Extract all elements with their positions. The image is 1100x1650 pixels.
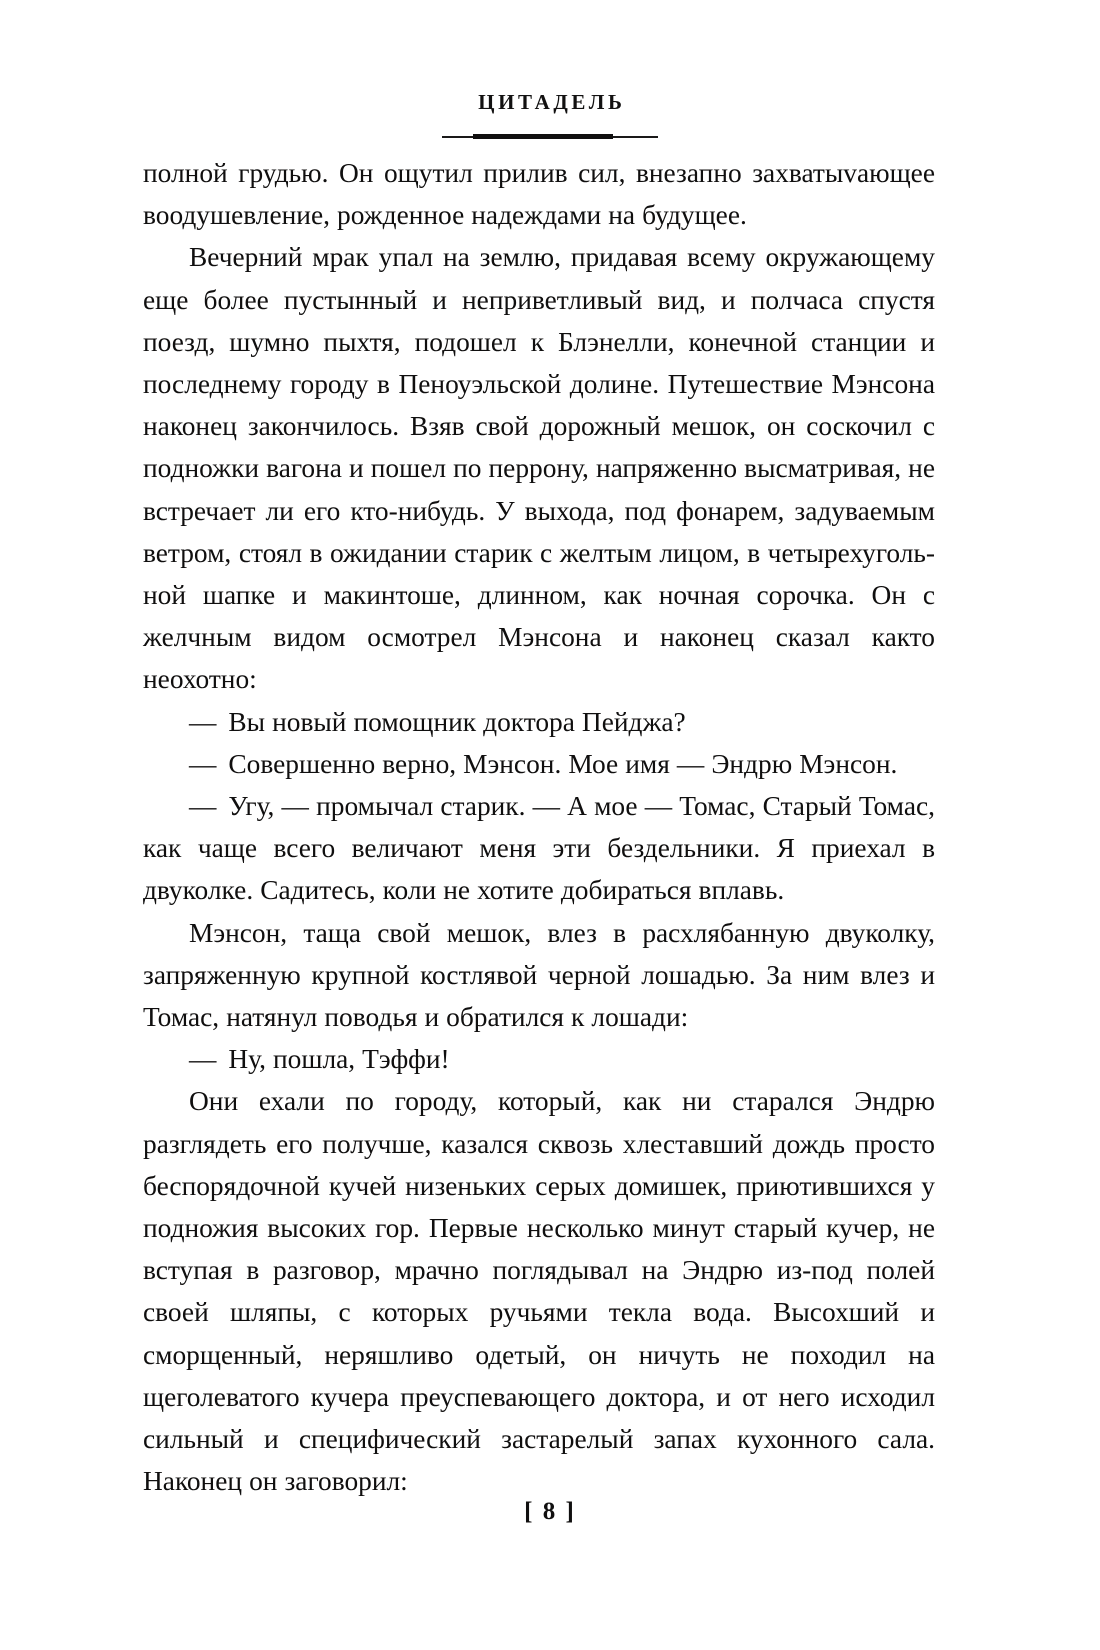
paragraph-narrative: Они ехали по городу, который, как ни старался Эндрю разглядеть его получше, казался сквозь хлеставший дождь просто беспорядочной кучей низеньких серых домишек, приютившихся у подножия высоких гор. Первые несколько минут старый кучер, не вступая в разговор, мрачно поглядывал на Эндрю из-под полей своей шляпы, с которых ручьями текла вода. Высохший и сморщенный, неряшливо одетый, он ничуть не походил на щеголеватого кучера преуспевающего доктора, и от него исходил сильный и специфический застарелый запах кухонного сала. Наконец он заговорил: [143,1086,935,1497]
header-ornament-rule [442,133,658,140]
page-number: [ 8 ] [524,1498,576,1525]
dialogue-dash: — [189,706,217,737]
dialogue-text: Угу, — промычал старик. — А мое — Томас, Старый Томас, как чаще всего величают меня эти бездельники. Я приехал в двуколке. Садитесь, коли не хотите добираться вплавь. [143,791,935,906]
paragraph-dialogue [143,701,935,743]
dialogue-dash: — [189,1044,217,1075]
running-head-title: ЦИТАДЕЛЬ [478,90,626,114]
dialogue-text: Совершенно верно, Мэнсон. Мое имя — Эндрю Мэнсон. [228,748,898,779]
dialogue-dash: — [189,748,217,779]
paragraph-dialogue [143,785,935,912]
paragraph-continuation: полной грудью. Он ощутил прилив сил, внезапно захватыvающее воодушевление, рожденное надеждами на будущее. [143,158,935,231]
running-head [0,92,1100,114]
dialogue-text: Вы новый помощник доктора Пейджа? [228,706,686,737]
paragraph-dialogue [143,1038,935,1080]
paragraph-narrative: Мэнсон, таща свой мешок, влез в расхлябанную двуколку, запряженную крупной костлявой черной лошадью. За ним влез и Томас, натянул поводья и обратился к лошади: [143,917,935,1033]
paragraph-dialogue [143,743,935,785]
header-rule-thick-segment [473,134,613,139]
body-text-block [143,152,935,1503]
page-folio [0,1498,1100,1526]
dialogue-dash: — [189,791,217,822]
dialogue-text: Ну, пошла, Тэффи! [228,1044,450,1075]
paragraph-narrative: Вечерний мрак упал на землю, придавая всему окружающему еще более пустынный и неприветливый вид, и полчаса спустя поезд, шумно пыхтя, подошел к Блэнелли, конечной станции и последнему городу в Пеноуэльской долине. Путешествие Мэнсона наконец закончилось. Взяв свой дорожный мешок, он соскочил с подножки вагона и пошел по перрону, напряженно высматривая, не встречает ли его кто-нибудь. У выхода, под фонарем, задуваемым ветром, стоял в ожидании старик с желтым лицом, в четырехугольной шапке и макинтоше, длинном, как ночная сорочка. Он с желчным видом осмотрел Мэнсона и наконец сказал както неохотно: [143,242,935,695]
